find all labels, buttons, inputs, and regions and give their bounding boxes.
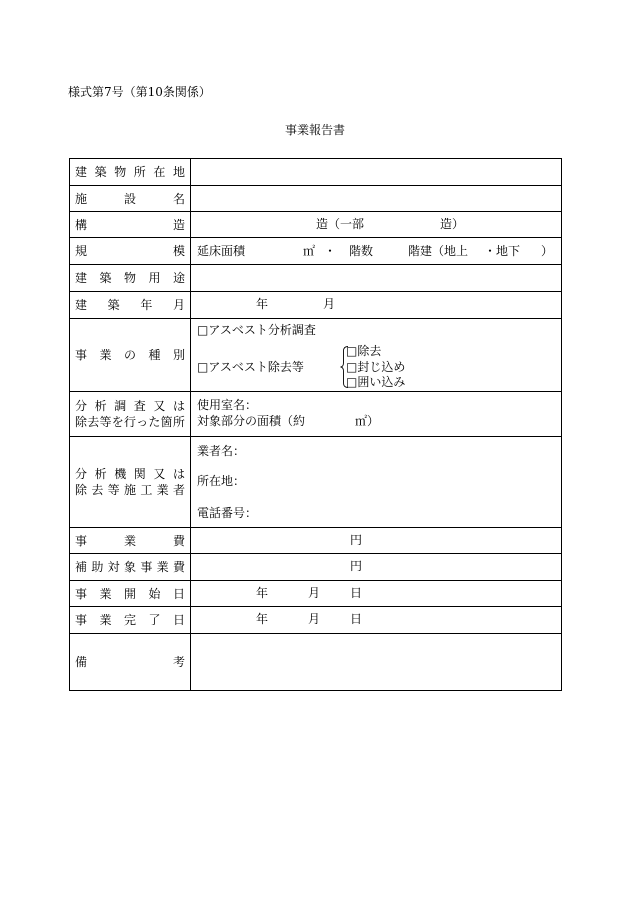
start-date-value-cell (191, 581, 561, 606)
label-char: 構 (75, 217, 88, 232)
contractor-phone-label: 電話番号： (197, 506, 258, 520)
yen-unit: 円 (350, 533, 363, 547)
label-char: 築 (99, 271, 112, 285)
contractor-label-cell (70, 437, 191, 527)
project-cost-value-cell (191, 528, 561, 553)
row-project-cost (70, 528, 561, 554)
scale-value-cell (191, 238, 561, 264)
label-char: 対 (107, 560, 120, 574)
work-place-label-line2 (75, 414, 185, 430)
floor-area-label: 延床面積 (197, 244, 246, 258)
contractor-name-label: 業者名： (197, 444, 246, 458)
row-start-date (70, 581, 561, 607)
form-number: 様式第7号（第10条関係） (68, 85, 211, 99)
building-location-label (75, 164, 185, 180)
asbestos-analysis-checkbox-label: □アスベスト分析調査 (197, 323, 316, 337)
label-char: 調 (114, 399, 127, 413)
label-char: 業 (99, 586, 112, 601)
project-cost-label (75, 533, 185, 549)
structure-value-cell (191, 212, 561, 237)
remarks-label-cell (70, 634, 191, 690)
target-area-label: 対象部分の面積（約 (197, 414, 306, 428)
label-char: 費 (172, 533, 185, 548)
label-char: 在 (153, 165, 166, 179)
label-char: 考 (172, 655, 185, 669)
label-char: 箇 (160, 415, 173, 429)
label-char: 象 (123, 560, 136, 574)
label-char: 地 (172, 165, 185, 179)
year-label: 年 (256, 297, 269, 311)
subsidy-cost-label (75, 559, 185, 575)
label-char: 築 (94, 165, 107, 179)
label-char: 補 (75, 560, 88, 574)
project-type-value-cell (191, 319, 561, 391)
removal-option-checkbox: □除去 (346, 344, 382, 358)
label-char: 種 (148, 348, 161, 362)
label-char: 除 (75, 483, 88, 497)
start-date-label-cell (70, 581, 191, 606)
built-date-label-cell (70, 292, 191, 318)
row-project-type (70, 319, 561, 392)
room-name-label: 使用室名： (197, 398, 258, 412)
separator-dot: ・ (324, 244, 337, 258)
label-char: 途 (172, 271, 185, 285)
label-char: っ (136, 415, 149, 429)
label-char: 又 (153, 399, 166, 413)
label-char: 年 (140, 298, 153, 312)
end-date-value-cell (191, 607, 561, 633)
subsidy-cost-value-cell (191, 554, 561, 580)
label-char: 等 (107, 483, 120, 497)
row-structure (70, 212, 561, 238)
label-char: 業 (123, 533, 136, 548)
label-char: を (111, 415, 124, 429)
label-char: 築 (107, 298, 120, 312)
built-date-value-cell (191, 292, 561, 318)
month-label: 月 (323, 297, 336, 311)
year-label: 年 (256, 586, 269, 600)
remarks-label (75, 654, 185, 670)
label-char: 設 (123, 191, 136, 206)
label-char: 者 (172, 483, 185, 497)
label-char: 業 (99, 613, 112, 627)
floors-label: 階数 (349, 244, 374, 258)
form-title: 事業報告書 (284, 123, 345, 137)
label-char: 行 (123, 415, 136, 429)
scale-label (75, 243, 185, 259)
label-char: た (148, 415, 161, 429)
facility-name-label (75, 191, 185, 207)
day-label: 日 (350, 612, 363, 626)
label-char: 模 (172, 244, 185, 258)
label-char: 業 (156, 560, 169, 574)
label-char: 建 (75, 298, 88, 312)
square-meter-unit: ㎡ (303, 244, 316, 258)
target-area-unit: ㎡） (355, 414, 380, 428)
building-use-label (75, 270, 185, 286)
label-char: 施 (123, 483, 136, 497)
label-char: 施 (75, 191, 88, 206)
structure-label-cell (70, 212, 191, 237)
work-place-label-line1 (75, 398, 185, 414)
start-date-label (75, 586, 185, 602)
asbestos-removal-checkbox-label: □アスベスト除去等 (197, 360, 304, 374)
label-char: 析 (94, 467, 107, 481)
label-char: 等 (99, 415, 112, 429)
label-char: 所 (172, 415, 185, 429)
report-table (69, 158, 562, 691)
label-char: 建 (75, 271, 88, 285)
building-location-label-cell (70, 159, 191, 185)
label-char: 建 (75, 165, 88, 179)
end-date-label-cell (70, 607, 191, 633)
label-char: 開 (123, 586, 136, 601)
label-char: 関 (133, 467, 146, 481)
row-work-place (70, 392, 561, 437)
label-char: 事 (140, 560, 153, 574)
label-char: 完 (123, 613, 136, 627)
label-char: は (172, 467, 185, 481)
label-char: 名 (172, 191, 185, 206)
structure-text-main: 造（一部 (316, 217, 365, 231)
encapsulation-option-checkbox: □封じ込め (346, 360, 406, 374)
built-date-label (75, 297, 185, 313)
month-label: 月 (308, 586, 321, 600)
row-contractor (70, 437, 561, 528)
label-char: 分 (75, 399, 88, 413)
label-char: 月 (172, 298, 185, 312)
label-char: 日 (172, 613, 185, 627)
label-char: 事 (75, 613, 88, 627)
label-char: 機 (114, 467, 127, 481)
floors-above-label: 階建（地上 (408, 244, 469, 258)
remarks-value-cell (191, 634, 561, 690)
label-char: 業 (156, 483, 169, 497)
row-building-location (70, 159, 561, 186)
label-char: 析 (94, 399, 107, 413)
subsidy-cost-label-cell (70, 554, 191, 580)
contractor-label-line2 (75, 482, 185, 498)
label-char: 事 (75, 348, 88, 362)
building-location-value-cell (191, 159, 561, 185)
label-char: 去 (91, 483, 104, 497)
enclosure-option-checkbox: □囲い込み (346, 375, 406, 389)
label-char: 規 (75, 244, 88, 258)
building-use-label-cell (70, 265, 191, 291)
label-char: 始 (148, 586, 161, 601)
contractor-label-line1 (75, 466, 185, 482)
closing-paren: ） (541, 244, 554, 258)
label-char: 工 (140, 483, 153, 497)
label-char: 費 (172, 560, 185, 574)
label-char: 事 (75, 586, 88, 601)
scale-label-cell (70, 238, 191, 264)
label-char: 除 (75, 415, 88, 429)
label-char: 業 (99, 348, 112, 362)
floors-below-label: ・地下 (484, 244, 521, 258)
contractor-value-cell (191, 437, 561, 527)
contractor-address-label: 所在地： (197, 474, 246, 488)
label-char: 造 (172, 217, 185, 232)
row-built-date (70, 292, 561, 319)
project-cost-label-cell (70, 528, 191, 553)
row-end-date (70, 607, 561, 634)
label-char: 了 (148, 613, 161, 627)
facility-name-label-cell (70, 186, 191, 211)
label-char: 備 (75, 655, 88, 669)
structure-label (75, 217, 185, 233)
label-char: 別 (172, 348, 185, 362)
row-building-use (70, 265, 561, 292)
label-char: 物 (123, 271, 136, 285)
row-subsidy-cost (70, 554, 561, 581)
label-char: 所 (133, 165, 146, 179)
label-char: 助 (91, 560, 104, 574)
work-place-value-cell (191, 392, 561, 436)
project-type-label (75, 347, 185, 363)
year-label: 年 (256, 612, 269, 626)
day-label: 日 (350, 586, 363, 600)
work-place-label-cell (70, 392, 191, 436)
label-char: 物 (114, 165, 127, 179)
building-use-value-cell (191, 265, 561, 291)
label-char: 査 (133, 399, 146, 413)
label-char: 分 (75, 467, 88, 481)
row-facility-name (70, 186, 561, 212)
label-char: 用 (148, 271, 161, 285)
end-date-label (75, 612, 185, 628)
structure-text-partial: 造） (440, 217, 465, 231)
yen-unit: 円 (350, 559, 363, 573)
label-char: 事 (75, 533, 88, 548)
row-remarks (70, 634, 561, 690)
row-scale (70, 238, 561, 265)
facility-name-value-cell (191, 186, 561, 211)
project-type-label-cell (70, 319, 191, 391)
label-char: 又 (153, 467, 166, 481)
month-label: 月 (308, 612, 321, 626)
label-char: 去 (87, 415, 100, 429)
label-char: 日 (172, 586, 185, 601)
label-char: は (172, 399, 185, 413)
label-char: の (123, 348, 136, 362)
